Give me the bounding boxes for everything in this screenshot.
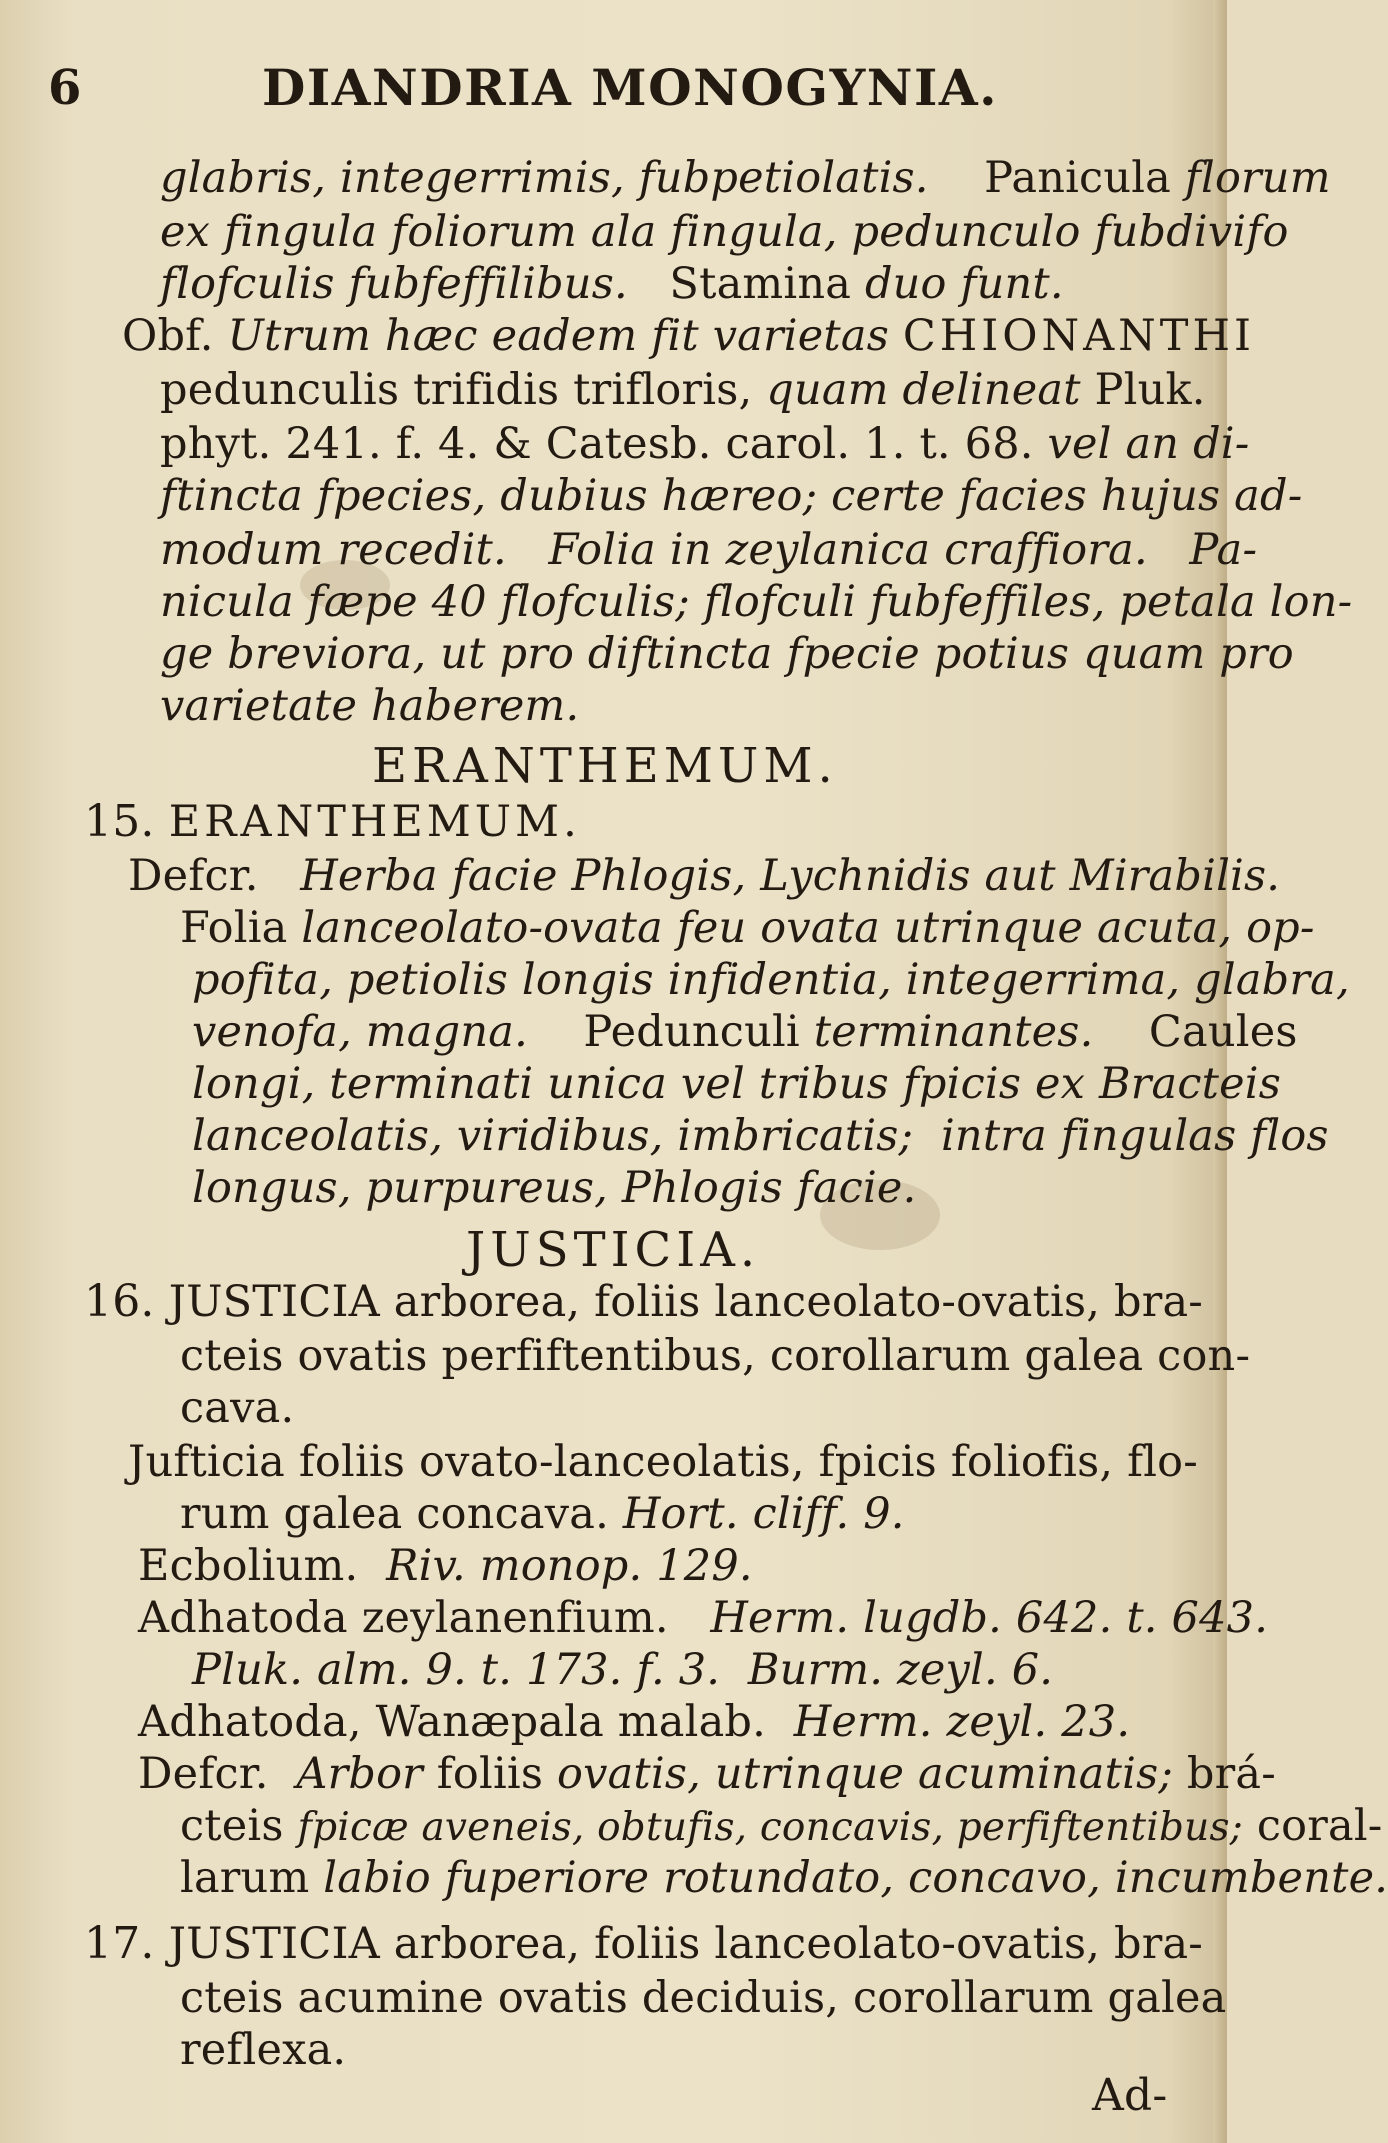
section-heading: ERANTHEMUM. <box>372 738 838 794</box>
text-line: ftincta fpecies, dubius hæreo; certe facies hujus ad- <box>160 471 1303 521</box>
text-line: rum galea concava. Hort. cliff. 9. <box>180 1489 905 1539</box>
catchword: Ad- <box>1092 2070 1168 2121</box>
text-line: Defcr. Arbor foliis ovatis, utrinque acuminatis; brá- <box>138 1749 1276 1799</box>
text-line: larum labio fuperiore rotundato, concavo, incumbente. <box>180 1853 1388 1903</box>
text-line: cteis fpicæ aveneis, obtufis, concavis, perfiftentibus; coral- <box>180 1801 1383 1851</box>
text-line: Folia lanceolato-ovata feu ovata utrinque acuta, op- <box>180 903 1315 953</box>
text-line: lanceolatis, viridibus, imbricatis; intra fingulas flos <box>192 1111 1329 1161</box>
text-line: Adhatoda, Wanæpala malab. Herm. zeyl. 23. <box>138 1697 1131 1747</box>
text-line: cteis acumine ovatis deciduis, corollarum galea <box>180 1973 1227 2023</box>
text-line: cava. <box>180 1383 295 1433</box>
text-line: Obf. Utrum hæc eadem fit varietas CHIONANTHI <box>122 311 1255 361</box>
text-line: Jufticia foliis ovato-lanceolatis, fpicis foliofis, flo- <box>128 1437 1198 1487</box>
text-line: varietate haberem. <box>160 681 580 731</box>
entry-line: 16. JUSTICIA arborea, foliis lanceolato-ovatis, bra- <box>84 1276 1204 1327</box>
text-line: pofita, petiolis longis infidentia, integerrima, glabra, <box>192 955 1350 1005</box>
running-head: DIANDRIA MONOGYNIA. <box>262 58 999 117</box>
text-line: pedunculis trifidis trifloris, quam delineat Pluk. <box>160 365 1206 415</box>
text-line: modum recedit. Folia in zeylanica craffiora. Pa- <box>160 525 1258 575</box>
text-line: ge breviora, ut pro diftincta fpecie potius quam pro <box>160 629 1294 679</box>
text-line: glabris, integerrimis, fubpetiolatis. Panicula florum <box>160 153 1331 203</box>
text-line: venofa, magna. Pedunculi terminantes. Caules <box>192 1007 1298 1057</box>
text-line: phyt. 241. f. 4. & Catesb. carol. 1. t. 68. vel an di- <box>160 419 1250 469</box>
text-line: Adhatoda zeylanenfium. Herm. lugdb. 642. t. 643. <box>138 1593 1269 1643</box>
text-line: nicula fæpe 40 flofculis; flofculi fubfeffiles, petala lon- <box>160 577 1353 627</box>
section-heading: JUSTICIA. <box>466 1222 761 1278</box>
text-line: longi, terminati unica vel tribus fpicis ex Bracteis <box>192 1059 1281 1109</box>
text-line: Pluk. alm. 9. t. 173. f. 3. Burm. zeyl. 6. <box>192 1645 1054 1695</box>
page-number: 6 <box>48 60 82 116</box>
entry-line: 17. JUSTICIA arborea, foliis lanceolato-ovatis, bra- <box>84 1918 1204 1969</box>
text-line: reflexa. <box>180 2025 347 2075</box>
text-line: Ecbolium. Riv. monop. 129. <box>138 1541 753 1591</box>
text-line: Defcr. Herba facie Phlogis, Lychnidis aut Mirabilis. <box>128 851 1281 901</box>
text-line: ex fingula foliorum ala fingula, pedunculo fubdivifo <box>160 207 1289 257</box>
entry-line: 15. ERANTHEMUM. <box>84 796 581 847</box>
text-line: longus, purpureus, Phlogis facie. <box>192 1163 917 1213</box>
text-line: cteis ovatis perfiftentibus, corollarum galea con- <box>180 1331 1251 1381</box>
text-line: flofculis fubfeffilibus. Stamina duo funt. <box>160 259 1064 309</box>
